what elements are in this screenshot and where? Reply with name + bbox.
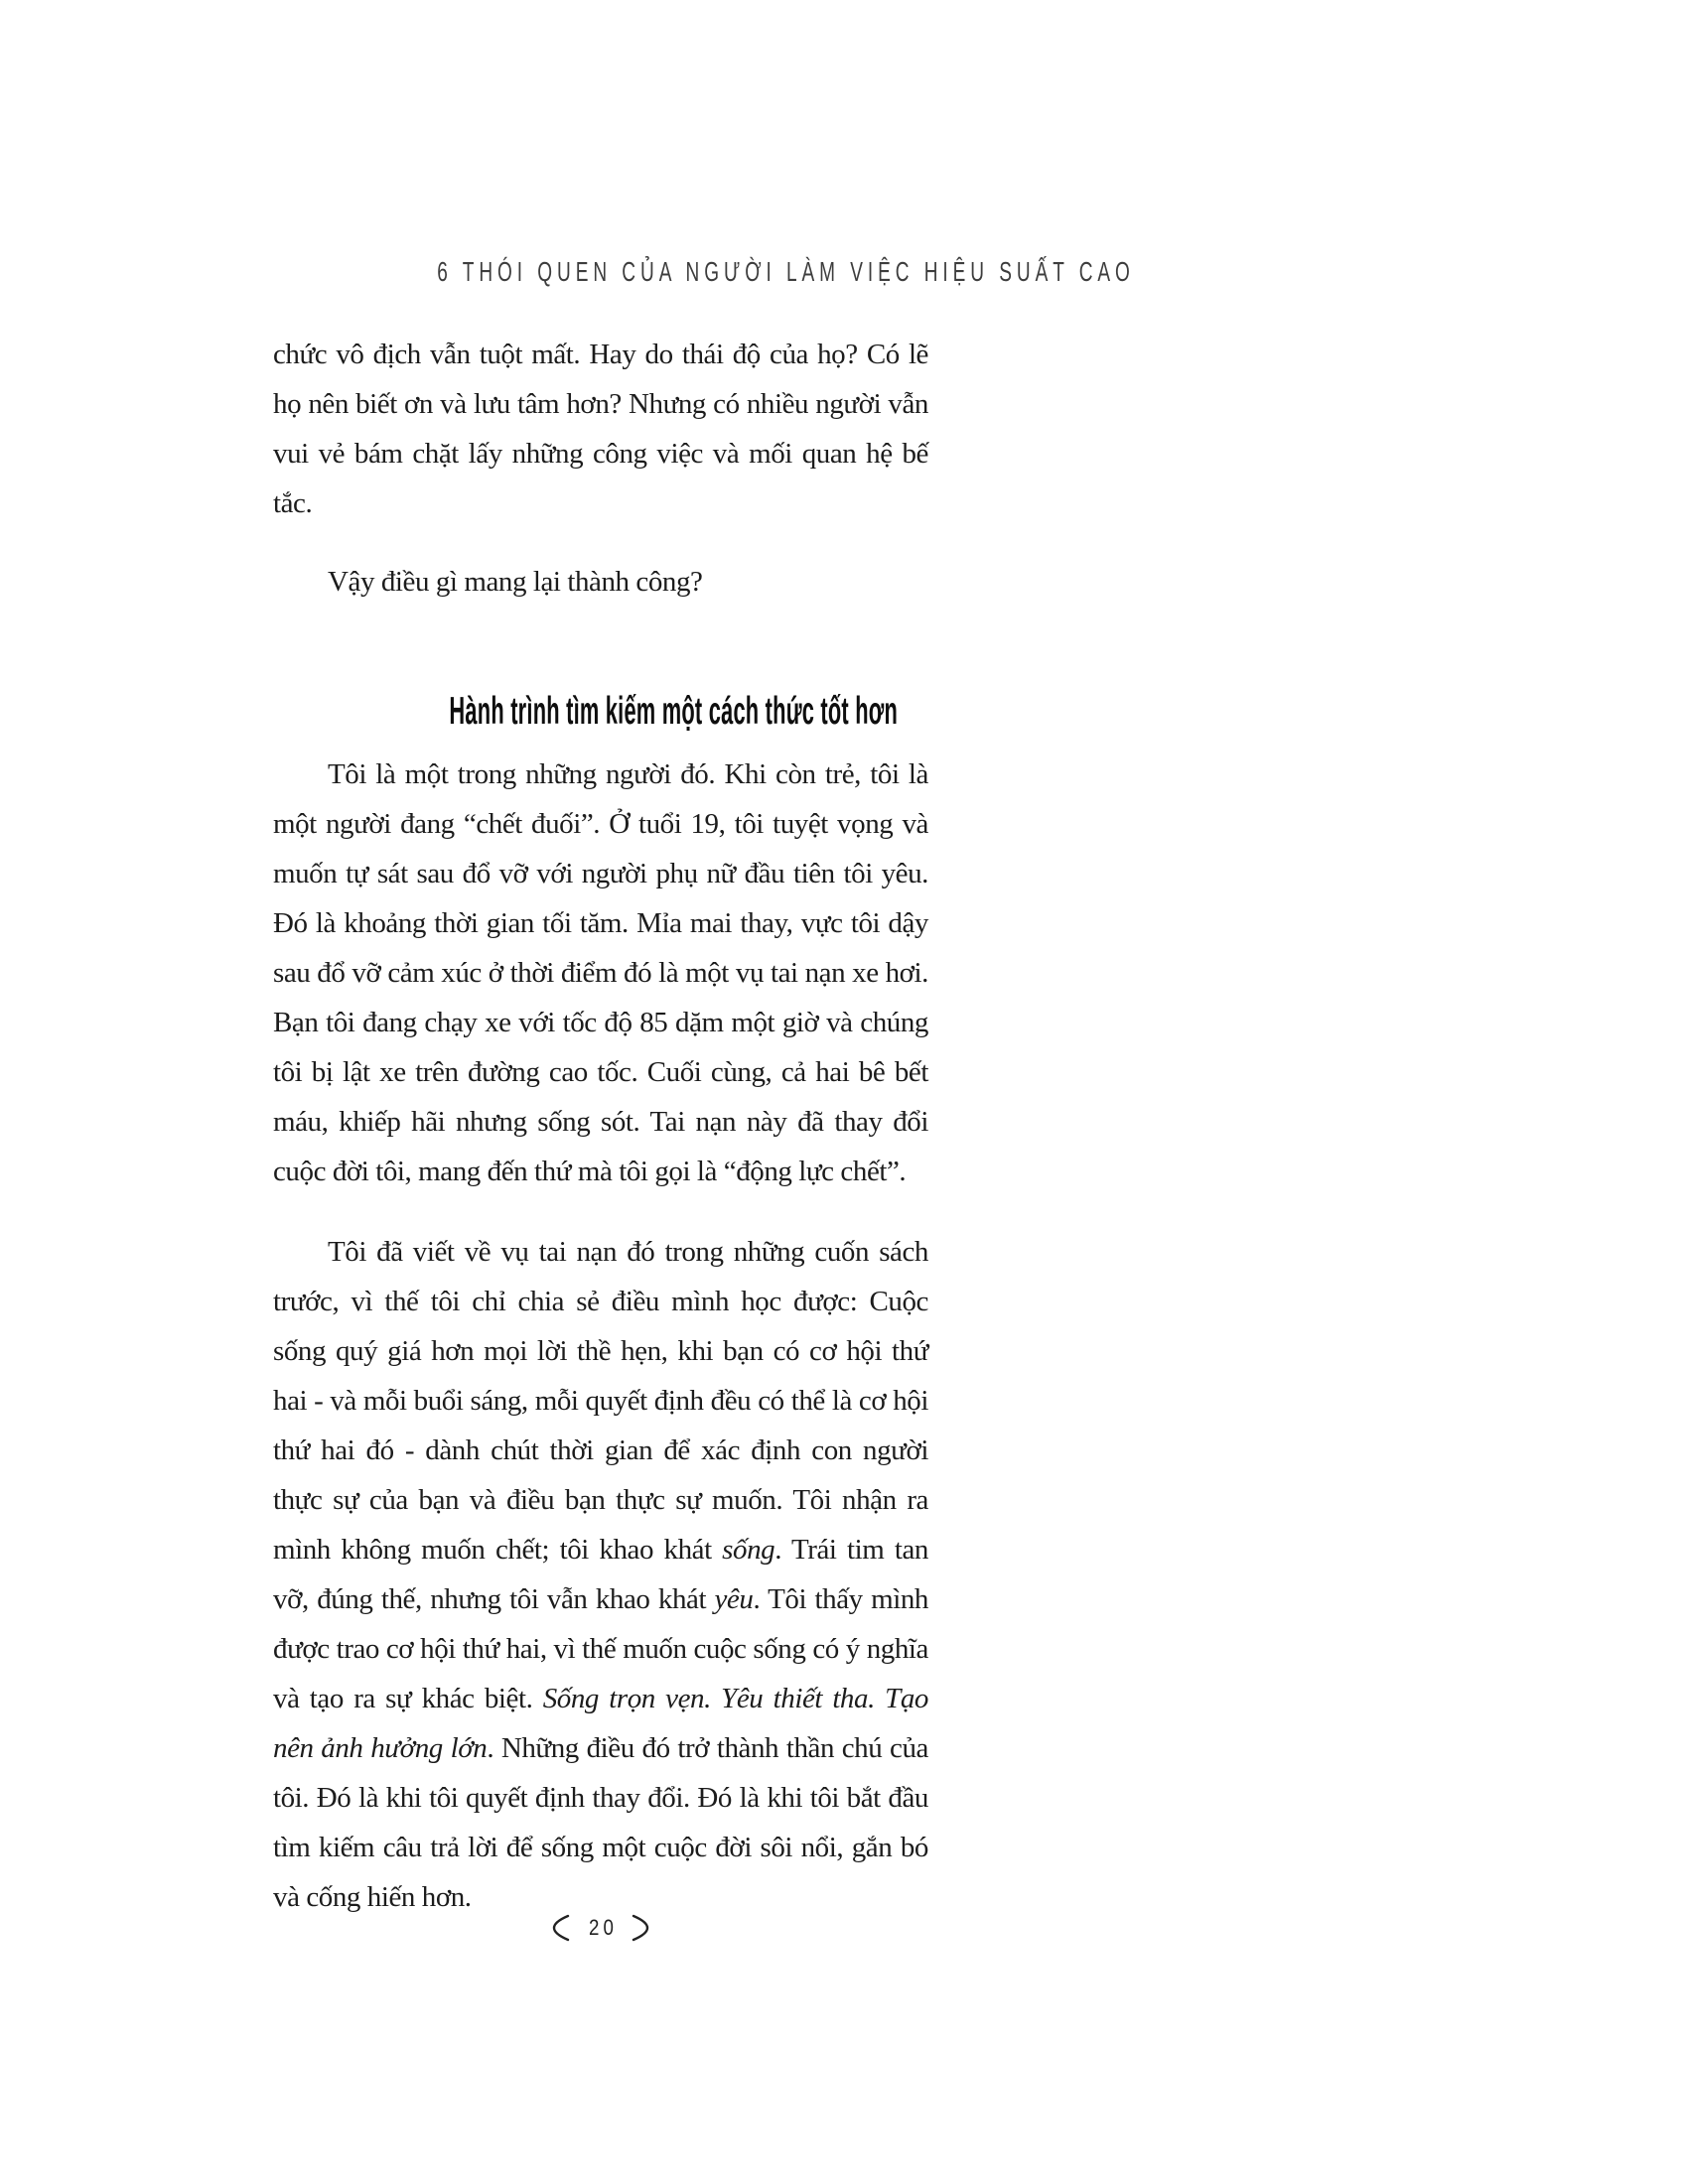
right-arc-icon <box>630 1914 667 1942</box>
section-heading-text: Hành trình tìm kiếm một cách thức tốt hơn <box>449 690 899 733</box>
text-column <box>273 0 1135 1951</box>
running-head <box>273 256 1135 288</box>
paragraph-journey: Tôi là một trong những người đó. Khi còn trẻ, tôi là một người đang “chết đuối”. Ở tuổi 19, tôi tuyệt vọng và muốn tự sát sau đổ vỡ với người phụ nữ đầu tiên tôi yêu. Đó là khoảng thời gian tối tăm. Mỉa mai thay, vực tôi dậy sau đổ vỡ cảm xúc ở thời điểm đó là một vụ tai nạn xe hơi. Bạn tôi đang chạy xe với tốc độ 85 dặm một giờ và chúng tôi bị lật xe trên đường cao tốc. Cuối cùng, cả hai bê bết máu, khiếp hãi nhưng sống sót. Tai nạn này đã thay đổi cuộc đời tôi, mang đến thứ mà tôi gọi là “động lực chết”. <box>273 758 928 1187</box>
section-heading <box>273 690 928 734</box>
running-head-text: 6 THÓI QUEN CỦA NGƯỜI LÀM VIỆC HIỆU SUẤT CAO <box>437 256 1135 287</box>
paragraph-lesson: Tôi đã viết về vụ tai nạn đó trong những cuốn sách trước, vì thế tôi chỉ chia sẻ điều mình học được: Cuộc sống quý giá hơn mọi lời thề hẹn, khi bạn có cơ hội thứ hai - và mỗi buổi sáng, mỗi quyết định đều có thể là cơ hội thứ hai đó - dành chút thời gian để xác định con người thực sự của bạn và điều bạn thực sự muốn. Tôi nhận ra mình không muốn chết; tôi khao khát sống. Trái tim tan vỡ, đúng thế, nhưng tôi vẫn khao khát yêu. Tôi thấy mình được trao cơ hội thứ hai, vì thế muốn cuộc sống có ý nghĩa và tạo ra sự khác biệt. Sống trọn vẹn. Yêu thiết tha. Tạo nên ảnh hưởng lớn. Những điều đó trở thành thần chú của tôi. Đó là khi tôi quyết định thay đổi. Đó là khi tôi bắt đầu tìm kiếm câu trả lời để sống một cuộc đời sôi nổi, gắn bó và cống hiến hơn. <box>273 1236 928 1913</box>
paragraph-question: Vậy điều gì mang lại thành công? <box>328 566 703 598</box>
page-number: 20 <box>588 1915 618 1940</box>
paragraph-intro: chức vô địch vẫn tuột mất. Hay do thái độ của họ? Có lẽ họ nên biết ơn và lưu tâm hơn? Nhưng có nhiều người vẫn vui vẻ bám chặt lấy những công việc và mối quan hệ bế tắc. <box>273 339 928 519</box>
page-footer <box>273 1914 928 1942</box>
left-arc-icon <box>534 1914 572 1942</box>
